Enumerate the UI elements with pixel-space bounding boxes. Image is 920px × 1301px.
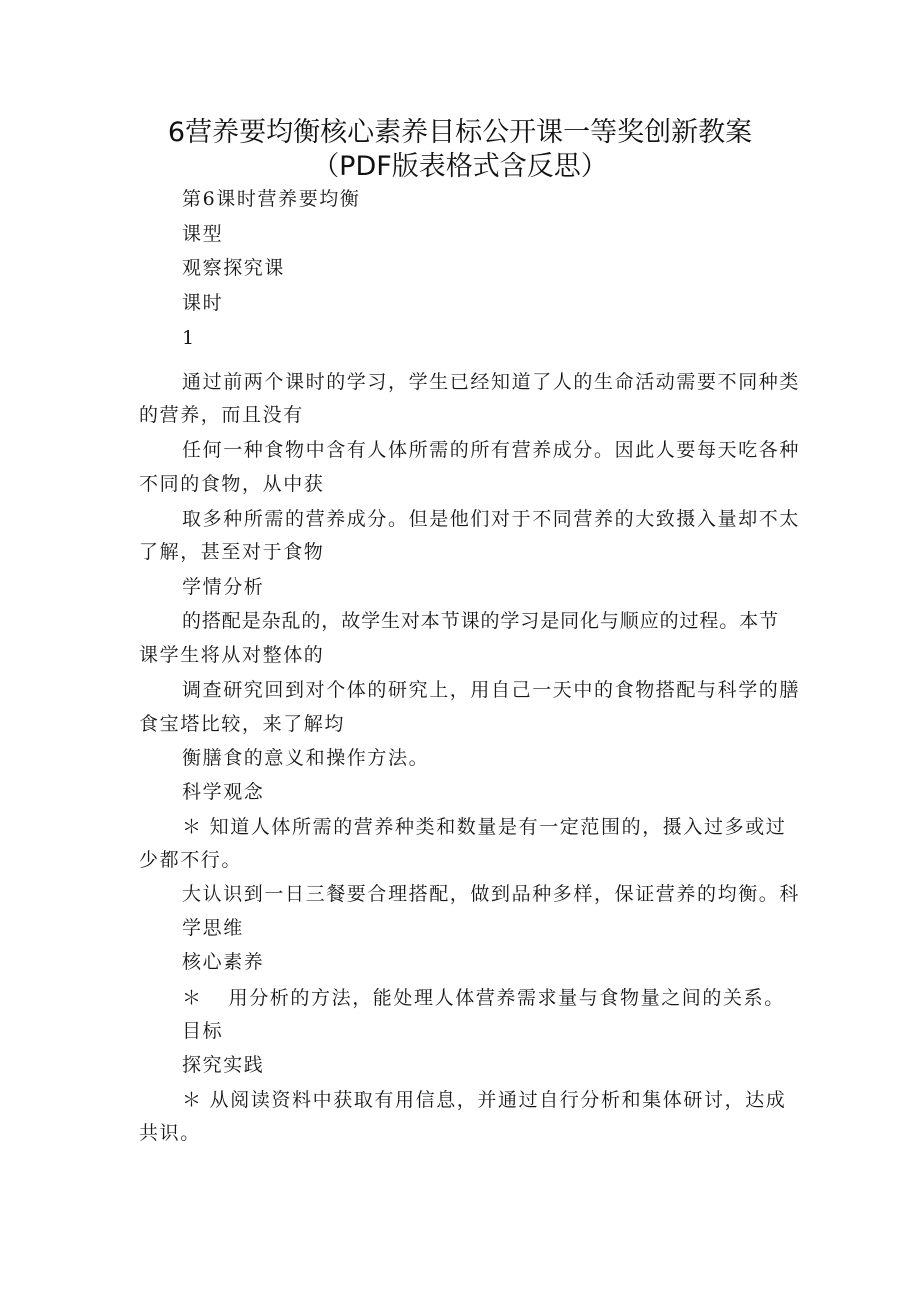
concept-2-line: 大认识到一日三餐要合理搭配，做到品种多样，保证营养的均衡。科 xyxy=(182,883,801,905)
bullet-3-line-2: 共识。 xyxy=(139,1122,201,1144)
analysis-paragraph-5-line-1: 调查研究回到对个体的研究上，用自己一天中的食物搭配与科学的膳 xyxy=(182,679,801,701)
lesson-title: 第6课时营养要均衡 xyxy=(182,188,361,210)
label-science-concept: 科学观念 xyxy=(182,781,265,803)
bullet-2-mark: ＊ xyxy=(182,987,203,1009)
analysis-paragraph-1-line-1: 通过前两个课时的学习，学生已经知道了人的生命活动需要不同种类 xyxy=(182,371,801,393)
analysis-paragraph-2-line-1: 任何一种食物中含有人体所需的所有营养成分。因此人要每天吃各种 xyxy=(182,439,801,461)
bullet-3-mark: ＊ xyxy=(182,1089,203,1111)
label-student-analysis: 学情分析 xyxy=(182,576,265,598)
analysis-paragraph-4-line-1: 的搭配是杂乱的，故学生对本节课的学习是同化与顺应的过程。本节 xyxy=(182,610,780,632)
analysis-paragraph-5-line-2: 食宝塔比较，来了解均 xyxy=(139,713,346,735)
bullet-2-line xyxy=(182,986,785,1010)
analysis-paragraph-1-line-2: 的营养，而且没有 xyxy=(139,404,304,426)
bullet-2-text: 用分析的方法，能处理人体营养需求量与食物量之间的关系。 xyxy=(228,987,785,1009)
bullet-1-mark: ＊ xyxy=(182,816,203,838)
document-title-line-2: （PDF版表格式含反思） xyxy=(312,151,608,182)
bullet-1-line-2: 少都不行。 xyxy=(139,849,243,871)
course-type-value: 观察探究课 xyxy=(182,257,286,279)
analysis-paragraph-2-line-2: 不同的食物，从中获 xyxy=(139,473,325,495)
label-goal: 目标 xyxy=(182,1020,224,1042)
period-value: 1 xyxy=(182,327,196,349)
label-science-thinking: 学思维 xyxy=(182,917,244,939)
bullet-3-line-1 xyxy=(182,1088,786,1112)
analysis-paragraph-4-line-2: 课学生将从对整体的 xyxy=(139,644,325,666)
bullet-1-line-1 xyxy=(182,815,786,839)
label-period: 课时 xyxy=(182,292,224,314)
label-core-literacy: 核心素养 xyxy=(182,951,265,973)
bullet-3-text: 从阅读资料中获取有用信息，并通过自行分析和集体研讨，达成 xyxy=(209,1089,787,1111)
bullet-1-text: 知道人体所需的营养种类和数量是有一定范围的，摄入过多或过 xyxy=(209,816,787,838)
label-course-type: 课型 xyxy=(182,223,224,245)
analysis-paragraph-3-line-2: 了解，甚至对于食物 xyxy=(139,541,325,563)
analysis-paragraph-3-line-1: 取多种所需的营养成分。但是他们对于不同营养的大致摄入量却不太 xyxy=(182,508,801,530)
analysis-paragraph-6: 衡膳食的意义和操作方法。 xyxy=(182,747,430,769)
label-inquiry-practice: 探究实践 xyxy=(182,1054,265,1076)
document-title-line-1: 6营养要均衡核心素养目标公开课一等奖创新教案 xyxy=(167,117,753,148)
